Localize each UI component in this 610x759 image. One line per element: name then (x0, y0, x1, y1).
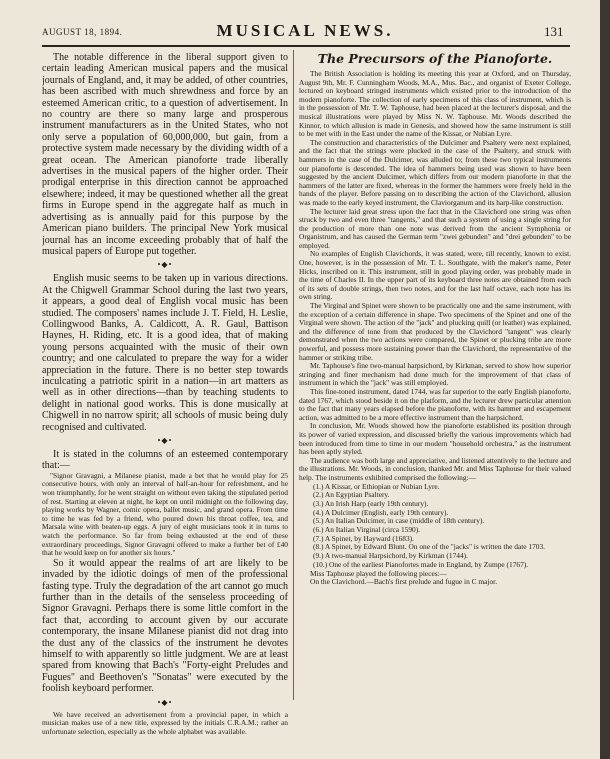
article-paragraph: The British Association is holding its meeting this year at Oxford, and on Thursday, August 9th, Mr. F. Cunningham Woods, M.A., Mus. Bac., and organist of Exeter College, lectured on keyboard stringed instruments which existed prior to the introduction of the modern pianoforte. The collection of early specimens of this class of instrument, which is in the possession of Mr. T. W. Taphouse, had been placed at the lecturer's disposal, and the musical illustrations were played by Miss N. W. Taphouse. Mr. Woods described the Kinnor, to which allusion is made in Genesis, and showed how the same instrument is still to be met with in the East under the name of the Kissar, or Nubian Lyre. (299, 69, 571, 139)
article-paragraph: This fine-toned instrument, dated 1744, was far superior to the early English pianoforte, dated 1767, which stood beside it on the platform, and the lecturer drew particular attention to the fact that many years elapsed before the pianoforte, with its hammer and escapement action, was admitted to be a more effective instrument than the harpsichord. (299, 386, 571, 422)
article-paragraph: On the Clavichord.—Bach's first prelude and fugue in C major. (310, 577, 498, 587)
gravagni-quote: "Signor Gravagni, a Milanese pianist, made a bet that he would play for 25 consecutive hours, with only an interval of half-an-hour for refreshment, and he won triumphantly, for he went straight on without even taking the stipulated period of rest. Starting at eleven at night, he kept on until midnight on the following day, playing works by Wagner, comic opera, ballet music, and grand opera. From time to time he was fed by a friend, who poured down his throat coffee, tea, and Marsala wine with beaten-up eggs. A jury of eight musicians took it in turns to watch the performance. So far from being exhausted at the end of these extraordinary proceedings, Signor Gravagni offered to make a further bet of £40 that he would keep on for another six hours." (42, 470, 288, 558)
page-edge (600, 0, 610, 759)
list-item: (10.) One of the earliest Pianofortes made in England, by Zumpe (1767). (313, 559, 529, 569)
list-item: (2.) An Egyptian Psaltery. (313, 490, 390, 500)
article-paragraph: No examples of English Clavichords, it was stated, were, till recently, known to exist. One, however, is in the possession of Mr. T. L. Southgate, with the maker's name, Peter Hicks, inscribed on it. This instrument, still in good playing order, was probably made in the time of Charles II. In the upper part of its keyboard three notes are obtained from each of its sets of double strings, then two notes, and for the last half octave, each note has its own string. (299, 249, 571, 302)
cram-paragraph: We have received an advertisement from a provincial paper, in which a musician makes use of a new title, expressed by the initials C.R.A.M.; rather an unfortunate selection, especially as the whole alphabet was available. (42, 709, 288, 736)
left-column (42, 52, 288, 752)
article-paragraph: The Virginal and Spinet were shown to be practically one and the same instrument, with the exception of a certain difference in shape. Two specimens of the Spinet and one of the Virginal were shown. The action of the "jack" and plucking quill (or leather) was explained, and the difference of tone from that produced by the Clavichord "tangent" was clearly demonstrated when the two actions were compared, the Spinet or plucking tribe are more powerful, and possess more sustaining power than the Clavichord, the representative of the hammer or striking tribe. (299, 301, 571, 362)
instrument-list (299, 483, 571, 570)
section-ornament: •◆• (157, 436, 173, 445)
right-column (299, 52, 571, 752)
list-item: (8.) A Spinet, by Edward Blunt. On one of the "jacks" is written the date 1703. (313, 542, 546, 552)
list-item: (4.) A Dulcimer (English, early 19th century). (313, 507, 449, 517)
list-item: (7.) A Spinet, by Hayward (1683). (313, 533, 414, 543)
issue-date: AUGUST 18, 1894. (42, 27, 123, 37)
article-paragraph: The construction and characteristics of the Dulcimer and Psaltery were next explained, and the fact that the strings were plucked in the case of the Psaltery, and struck with hammers in the case of the Dulcimer, was alluded to; from these two typical instruments our pianoforte is descended. The idea of hammers being used was shown to have been suggested by the ancient Dulcimer, which differs from our modern pianoforte in that the hammers of the latter are fixed, whereas in the former the hammers were freely held in the hands of the player. Before passing on to describing the action of the Clavichord, allusion was made to the early keyed instrument, the Claviorganum and its harp-like construction. (299, 137, 571, 207)
list-item: (9.) A two-manual Harpsichord, by Kirkman (1744). (313, 551, 468, 561)
section-ornament: •◆• (157, 260, 173, 270)
article-paragraph: In conclusion, Mr. Woods showed how the pianoforte established its position through its power of varied expression, and discussed briefly the various improvements which had been introduced from time to time in our modern "household orchestra," as the instrument has been aptly styled. (299, 421, 571, 457)
column-divider (293, 50, 294, 700)
list-item: (3.) An Irish Harp (early 19th century). (313, 498, 429, 508)
article-title: The Precursors of the Pianoforte. (317, 52, 553, 66)
contemporary-intro: It is stated in the columns of an esteemed contemporary that:— (42, 449, 288, 472)
fasting-paragraph: So it would appear the realms of art are likely to be invaded by the idiotic doings of men of the professional fasting type. Truly the degradation of the art cannot go much further than in the details of the senseless proceeding of Signor Gravagni. Perhaps there is some little comfort in the fact that, according to account given by our accurate contemporary, the insane Milanese pianist did not drag into the dust any of the classics of the instrument he devotes himself to with apparently so little judgment. We are at least spared from knowing that Bach's "Forty-eight Preludes and Fugues" and Beethoven's "Sonatas" were executed by the foolish keyboard performer. (42, 557, 288, 695)
article-paragraph: The audience was both large and appreciative, and listened attentively to the lecture and the illustrations. Mr. Woods, in conclusion, thanked Mr. and Miss Taphouse for their valued help. The instruments exhibited comprised the following:— (299, 455, 571, 482)
header-rule (42, 45, 570, 47)
article-paragraph: The lecturer laid great stress upon the fact that in the Clavichord one string was often struck by two and even three "tangents," and that such a system of using a single string for the production of more than one note was derived from the ancient Symphonia or Organistrum, and has caused the German term "zwei gebunden" and "drei gebunden" to be employed. (299, 206, 571, 250)
list-item: (1.) A Kissar, or Ethiopian or Nubian Lyre. (313, 481, 440, 491)
english-music-paragraph: English music seems to be taken up in various directions. At the Chigwell Grammar School during the last two years, it appears, a good deal of English vocal music has been studied. The composers' names include J. T. Field, H. Leslie, Collingwood Banks, A. Caldicott, A. R. Gaul, Battison Haynes, H. Riding, etc. It is a good idea, that of making young persons acquainted with the music of their own country; and one calculated to prepare the way for a wider appreciation in the future. There is no better step towards inculcating a patriotic spirit in a nation—in art matters as well as in other directions—than by teaching students to delight in national good works. This is done musically at Chigwell in no narrow spirit; all schools of music being duly recognised and cultivated. (42, 273, 288, 433)
page-number: 131 (544, 24, 564, 39)
list-item: (6.) An Italian Virginal (circa 1590). (313, 525, 421, 535)
masthead-title: MUSICAL NEWS. (216, 21, 394, 40)
article-paragraph: Mr. Taphouse's fine two-manual harpsichord, by Kirkman, served to show how superior stringing and finer mechanism had done much for the improvement of that class of instrument in which the "jack" was still employed. (299, 361, 571, 388)
list-item: (5.) An Italian Dulcimer, in case (middle of 18th century). (313, 516, 485, 526)
advertisement-paragraph: The notable difference in the liberal support given to certain leading American musical papers and the musical journals of England, and, it may be added, of other countries, has been ascribed with much shrewdness and force by an esteemed American critic, to a question of advertisement. In no country are there so many large and prosperous instrument manufacturers as in the United States, who not only serve a population of 60,000,000, but gain, from a protective system made necessary by the dividing width of a great ocean. The American pianoforte trade liberally advertises in the musical papers of the higher order. Their prodigal enterprise in this direction cannot be approached elsewhere; indeed, it may be questioned whether all the great firms in Europe spend in the aggregate half as much in advertising as is annually paid for this purpose by the American piano builders. The principal New York musical journal has an income exceeding probably that of half the musical papers of Europe put together. (42, 52, 288, 257)
section-ornament: •◆• (157, 697, 173, 707)
article-paragraph: Miss Taphouse played the following pieces:— (310, 568, 448, 578)
